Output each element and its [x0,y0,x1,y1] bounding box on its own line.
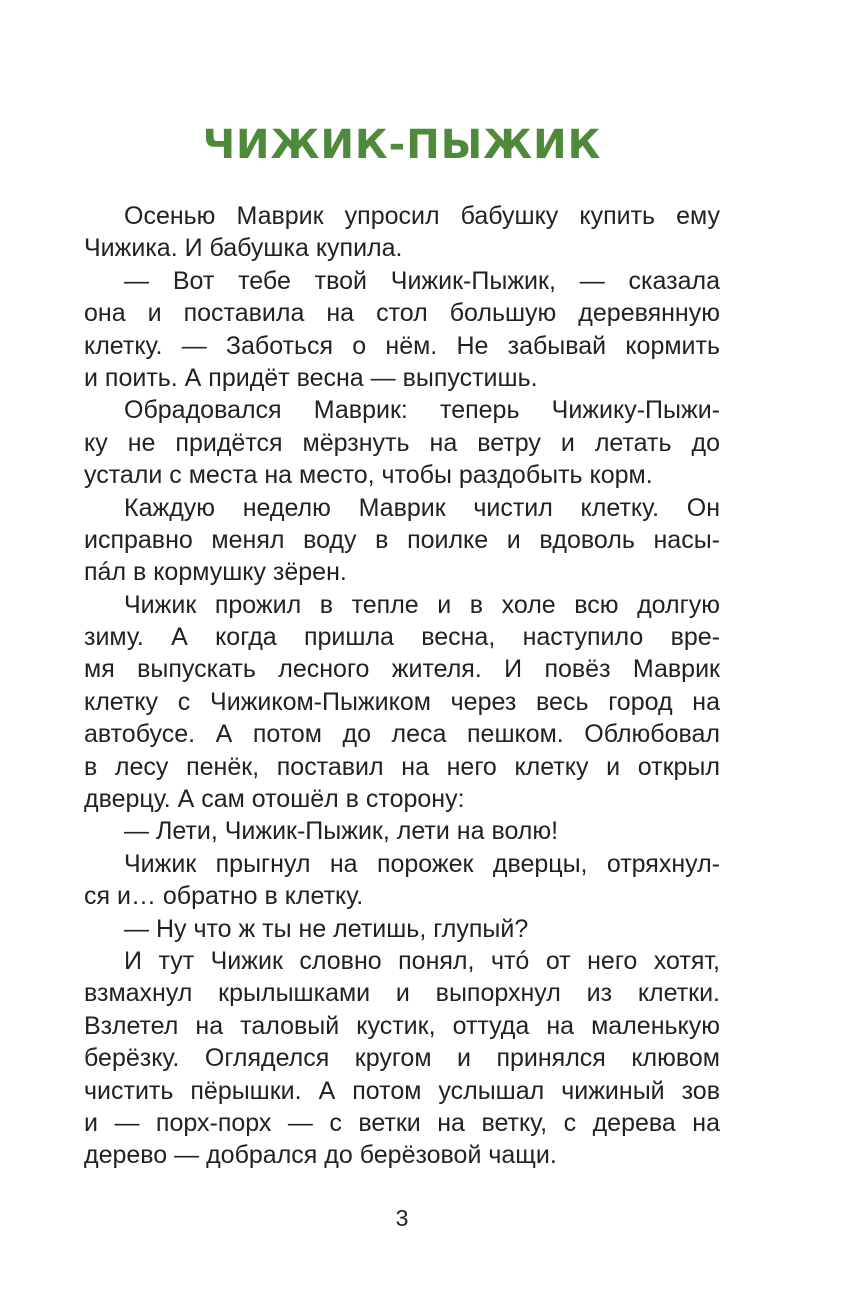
text-line: дерево — добрался до берёзовой чащи. [84,1141,557,1170]
text-line: — Лети, Чижик-Пыжик, лети на волю! [124,817,559,846]
text-line: клетку с Чижиком-Пыжиком через весь город на [84,687,720,716]
text-line: Обрадовался Маврик: теперь Чижику-Пыжи- [124,396,720,425]
text-line: мя выпускать лесного жителя. И повёз Маврик [84,655,720,684]
text-line: Каждую неделю Маврик чистил клетку. Он [124,493,720,522]
text-line: устали с места на место, чтобы раздобыть корм. [84,461,653,490]
text-line: дверцу. А сам отошёл в сторону: [84,785,465,814]
text-line: автобусе. А потом до леса пешком. Облюбовал [84,720,720,749]
text-line: Чижик прожил в тепле и в холе всю долгую [124,590,720,619]
text-line: чистить пёрышки. А потом услышал чижиный зов [84,1076,720,1105]
text-line: Чижика. И бабушка купила. [84,234,403,263]
text-line: — Ну что ж ты не летишь, глупый? [124,914,529,943]
story-text [84,200,720,1172]
text-line: и — порх-порх — с ветки на ветку, с дерева на [84,1108,720,1137]
text-line: Взлетел на таловый кустик, оттуда на маленькую [84,1011,720,1040]
text-line: берёзку. Огляделся кругом и принялся клювом [84,1044,720,1073]
story-title: ЧИЖИК-ПЫЖИК [202,122,602,168]
text-line: взмахнул крылышками и выпорхнул из клетки. [84,979,720,1008]
text-line: — Вот тебе твой Чижик-Пыжик, — сказала [124,266,720,295]
text-line: ся и… обратно в клетку. [84,882,364,911]
text-line: ку не придётся мёрзнуть на ветру и летать до [84,428,720,457]
text-line: И тут Чижик словно понял, чтó от него хотят, [124,946,720,975]
text-line: клетку. — Заботься о нём. Не забывай кормить [84,331,720,360]
text-line: в лесу пенёк, поставил на него клетку и открыл [84,752,720,781]
text-line: и поить. А придёт весна — выпустишь. [84,363,538,392]
text-line: пáл в кормушку зёрен. [84,558,347,587]
text-line: Осенью Маврик упросил бабушку купить ему [124,202,720,230]
text-line: зиму. А когда пришла весна, наступило вре- [84,623,720,652]
text-line: она и поставила на стол большую деревянную [84,299,720,328]
text-line: Чижик прыгнул на порожек дверцы, отряхнул- [124,849,720,878]
text-line: исправно менял воду в поилке и вдоволь насы- [84,525,720,554]
page-number: 3 [395,1205,409,1231]
